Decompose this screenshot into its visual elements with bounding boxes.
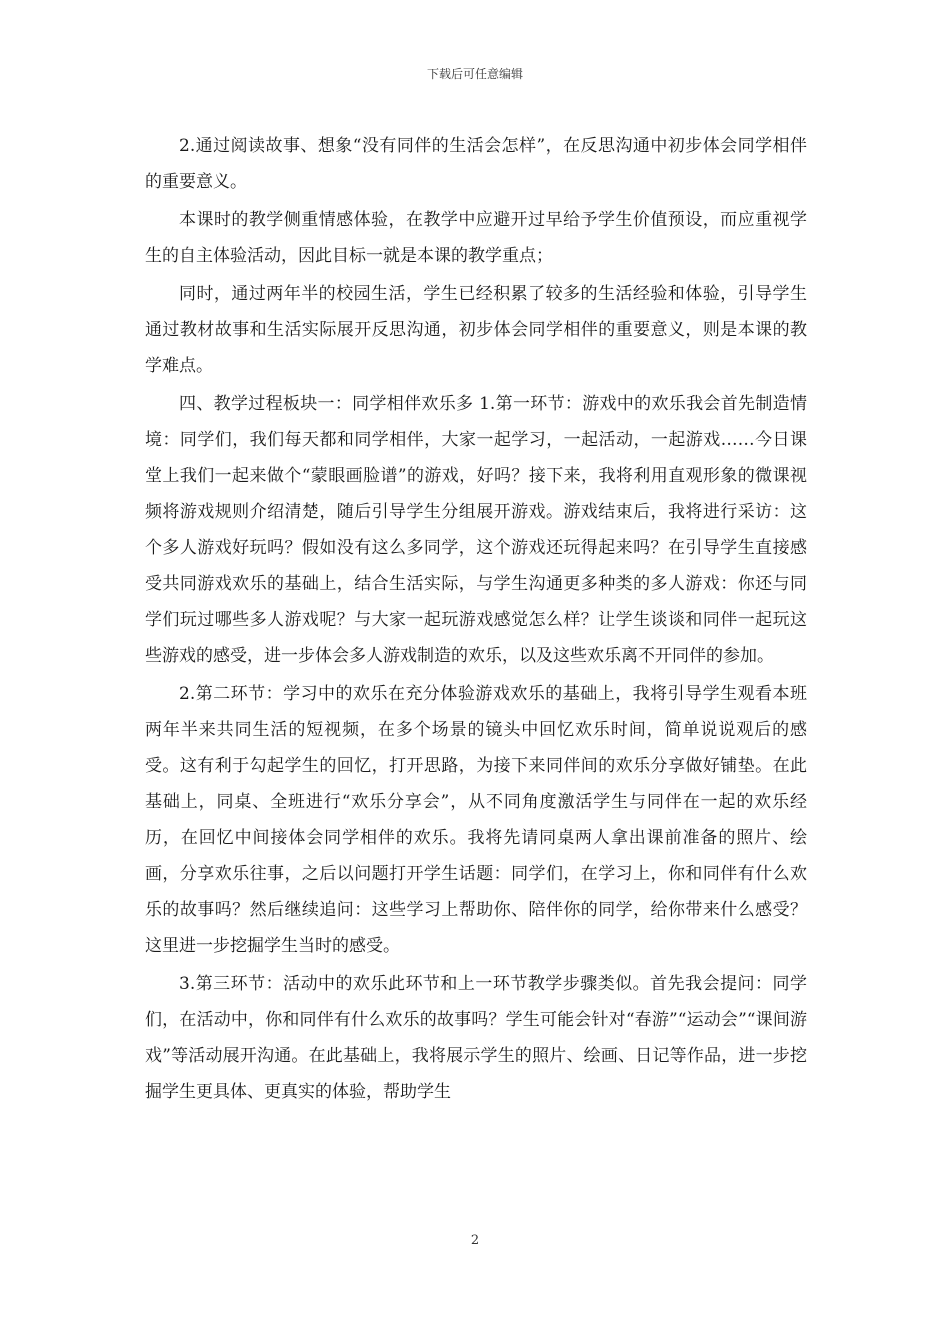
page-number: 2 — [470, 1233, 480, 1248]
paragraph-process-section-1: 四、教学过程板块一：同学相伴欢乐多 1.第一环节：游戏中的欢乐我会首先制造情境：同学们，我们每天都和同学相伴，大家一起学习，一起活动，一起游戏……今日课堂上我们一起来做个“蒙眼画脸谱”的游戏，好吗？接下来，我将利用直观形象的微课视频将游戏规则介绍清楚，随后引导学生分组展开游戏。游戏结束后，我将进行采访：这个多人游戏好玩吗？假如没有这么多同学，这个游戏还玩得起来吗？在引导学生直接感受共同游戏欢乐的基础上，结合生活实际，与学生沟通更多种类的多人游戏：你还与同学们玩过哪些多人游戏呢？与大家一起玩游戏感觉怎么样？让学生谈谈和同伴一起玩这些游戏的感受，进一步体会多人游戏制造的欢乐，以及这些欢乐离不开同伴的参加。 — [145, 394, 807, 666]
page-header: 下载后可任意编辑 — [426, 67, 523, 81]
paragraph-teaching-focus: 本课时的教学侧重情感体验，在教学中应避开过早给予学生价值预设，而应重视学生的自主体验活动，因此目标一就是本课的教学重点； — [145, 210, 807, 266]
paragraph-process-section-3: 3.第三环节：活动中的欢乐此环节和上一环节教学步骤类似。首先我会提问：同学们，在活动中，你和同伴有什么欢乐的故事吗？学生可能会针对“春游”“运动会”“课间游戏”等活动展开沟通。在此基础上，我将展示学生的照片、绘画、日记等作品，进一步挖掘学生更具体、更真实的体验，帮助学生 — [145, 974, 807, 1102]
paragraph-process-section-2: 2.第二环节：学习中的欢乐在充分体验游戏欢乐的基础上，我将引导学生观看本班两年半来共同生活的短视频，在多个场景的镜头中回忆欢乐时间，简单说说观后的感受。这有利于勾起学生的回忆，打开思路，为接下来同伴间的欢乐分享做好铺垫。在此基础上，同桌、全班进行“欢乐分享会”，从不同角度激活学生与同伴在一起的欢乐经历，在回忆中间接体会同学相伴的欢乐。我将先请同桌两人拿出课前准备的照片、绘画，分享欢乐往事，之后以问题打开学生话题：同学们，在学习上，你和同伴有什么欢乐的故事吗？然后继续追问：这些学习上帮助你、陪伴你的同学，给你带来什么感受？这里进一步挖掘学生当时的感受。 — [145, 684, 807, 956]
document-body — [145, 128, 807, 1112]
paragraph-objective-2: 2.通过阅读故事、想象“没有同伴的生活会怎样”，在反思沟通中初步体会同学相伴的重要意义。 — [145, 136, 807, 192]
paragraph-teaching-difficulty: 同时，通过两年半的校园生活，学生已经积累了较多的生活经验和体验，引导学生通过教材故事和生活实际展开反思沟通，初步体会同学相伴的重要意义，则是本课的教学难点。 — [145, 284, 807, 376]
